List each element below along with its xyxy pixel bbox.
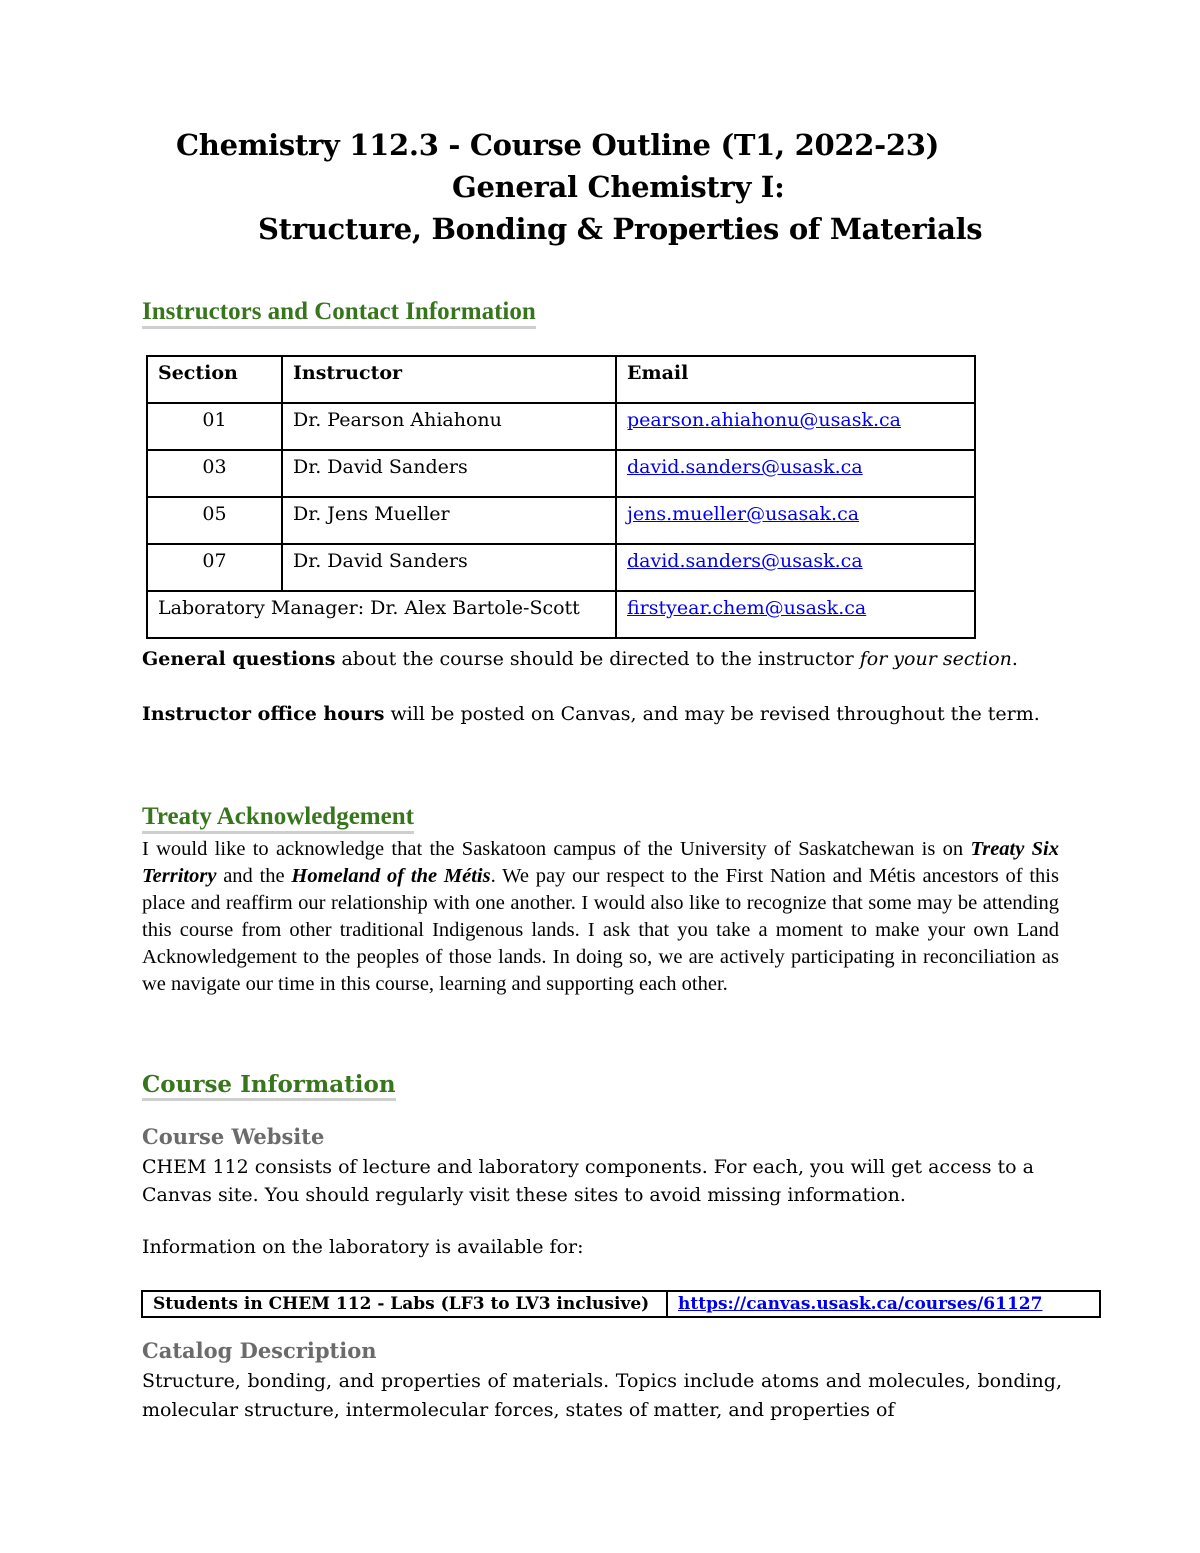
- table-header-row: [147, 356, 975, 403]
- lab-manager-cell: Laboratory Manager: Dr. Alex Bartole-Scott: [147, 591, 616, 638]
- table-row: [147, 544, 975, 591]
- email-link[interactable]: david.sanders@usask.ca: [627, 456, 863, 478]
- lab-link-table: [141, 1290, 1101, 1318]
- course-title: Chemistry 112.3 - Course Outline (T1, 2022-23): [176, 128, 940, 162]
- column-header: Section: [147, 356, 282, 403]
- catalog-description-paragraph: Structure, bonding, and properties of materials. Topics include atoms and molecules, bonding, molecular structure, intermolecular forces, states of matter, and properties of: [142, 1370, 1062, 1421]
- column-header: Email: [616, 356, 975, 403]
- section-cell: 01: [147, 403, 282, 450]
- email-link[interactable]: firstyear.chem@usask.ca: [627, 597, 867, 619]
- catalog-description-heading: Catalog Description: [142, 1338, 377, 1363]
- email-link[interactable]: pearson.ahiahonu@usask.ca: [627, 409, 901, 431]
- table-row: [147, 497, 975, 544]
- course-subtitle: General Chemistry I:: [452, 170, 785, 204]
- email-link[interactable]: david.sanders@usask.ca: [627, 550, 863, 572]
- table-row: [147, 403, 975, 450]
- table-row: [147, 591, 975, 638]
- email-link[interactable]: jens.mueller@usasak.ca: [627, 503, 860, 525]
- lab-students-cell: Students in CHEM 112 - Labs (LF3 to LV3 inclusive): [142, 1291, 667, 1317]
- table-row: [142, 1291, 1100, 1317]
- section-cell: 05: [147, 497, 282, 544]
- general-questions-paragraph: General questions about the course should be directed to the instructor for your section.: [142, 648, 1018, 670]
- treaty-paragraph: I would like to acknowledge that the Saskatoon campus of the University of Saskatchewan is on Treaty Six Territory and the Homeland of the Métis. We pay our respect to the First Nation and Métis ancestors of this place and reaffirm our relationship with one another. I would also like to recognize that some may be attending this course from other traditional Indigenous lands. I ask that you take a moment to make your own Land Acknowledgement to the peoples of those lands. In doing so, we are actively participating in reconciliation as we navigate our time in this course, learning and supporting each other.: [142, 838, 1060, 995]
- table-row: [147, 450, 975, 497]
- instructor-cell: Dr. David Sanders: [282, 450, 616, 497]
- instructors-table: [146, 355, 976, 639]
- course-subtitle-topics: Structure, Bonding & Properties of Materials: [258, 212, 983, 246]
- course-website-paragraph: CHEM 112 consists of lecture and laboratory components. For each, you will get access to a Canvas site. You should regularly visit these sites to avoid missing information.: [142, 1156, 1034, 1206]
- section-cell: 07: [147, 544, 282, 591]
- course-website-heading: Course Website: [142, 1124, 325, 1149]
- instructor-cell: Dr. Pearson Ahiahonu: [282, 403, 616, 450]
- instructor-cell: Dr. David Sanders: [282, 544, 616, 591]
- column-header: Instructor: [282, 356, 616, 403]
- lab-info-paragraph: Information on the laboratory is available for:: [142, 1236, 584, 1258]
- instructor-cell: Dr. Jens Mueller: [282, 497, 616, 544]
- course-information-heading: Course Information: [142, 1071, 396, 1101]
- treaty-heading: Treaty Acknowledgement: [142, 803, 414, 834]
- section-cell: 03: [147, 450, 282, 497]
- lab-canvas-link[interactable]: https://canvas.usask.ca/courses/61127: [678, 1294, 1043, 1314]
- instructors-heading: Instructors and Contact Information: [142, 298, 536, 329]
- office-hours-paragraph: Instructor office hours will be posted on Canvas, and may be revised throughout the term.: [142, 703, 1040, 725]
